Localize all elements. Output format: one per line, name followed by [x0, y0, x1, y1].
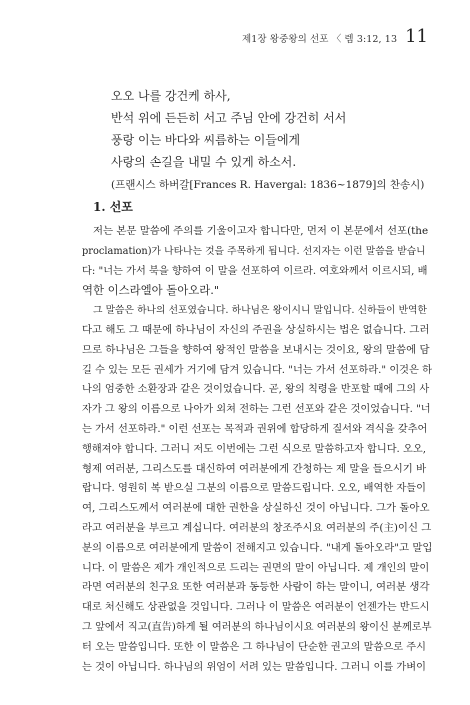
- body-line: 길 수 있는 모든 권세가 거기에 담겨 있습니다. "너는 가서 선포하라." 이것은 하: [82, 364, 432, 376]
- body-line: 그 앞에서 직고(直告)하게 될 여러분의 하나님이시요 여러분의 왕이신 분께로부: [82, 621, 432, 633]
- body-line: 터 오는 말씀입니다. 또한 이 말씀은 그 하나님이 단순한 권고의 말씀으로 주시: [82, 641, 426, 653]
- page-header: [242, 26, 428, 47]
- poem-line: 오오 나를 강건케 하사,: [111, 89, 231, 103]
- body-line: 여, 그리스도께서 여러분에 대한 권한을 상실하신 것이 아닙니다. 그가 돌아오: [82, 502, 430, 515]
- body-line: 므로 하나님은 그들을 향하여 왕적인 말씀을 보내시는 것이요, 왕의 말씀에 담: [82, 343, 430, 356]
- body-line: 라고 여러분을 부르고 계십니다. 여러분의 창조주시요 여러분의 주(主)이신 그: [82, 521, 432, 534]
- body-line: 다고 해도 그 때문에 하나님이 자신의 주권을 상실하시는 법은 없습니다. 그러: [82, 323, 430, 336]
- body-line: 니다. 이 말씀은 제가 개인적으로 드리는 권면의 말이 아닙니다. 제 개인의 말이: [82, 562, 430, 574]
- poem-line: 반석 위에 든든히 서고 주님 안에 강건히 서서: [111, 111, 347, 125]
- body-line: 역한 이스라엘아 돌아오라.": [82, 283, 220, 298]
- page-number: 11: [405, 26, 428, 47]
- body-line: 형제 여러분, 그리스도를 대신하여 여러분에게 간청하는 제 말을 들으시기 바: [82, 462, 427, 475]
- body-line: 행해져야 합니다. 그러니 저도 이번에는 그런 식으로 말씀하고자 합니다. 오오,: [82, 443, 426, 455]
- body-line: 는 것이 아닙니다. 하나님의 위엄이 서려 있는 말씀입니다. 그러니 이를 가벼이: [82, 661, 426, 673]
- poem-block: [111, 85, 441, 196]
- body-line: 대로 처신해도 상관없을 것입니다. 그러나 이 말씀은 여러분이 언젠가는 반드시: [82, 602, 430, 614]
- body-line: 라면 여러분의 친구요 또한 여러분과 동등한 사람이 하는 말이니, 여러분 생각: [82, 581, 430, 594]
- body-line: 는 가서 선포하라." 이런 선포는 목적과 권위에 합당하게 질서와 격식을 갖추어: [82, 423, 428, 435]
- body-line: 저는 본문 말씀에 주의를 기울이고자 합니다만, 먼저 이 본문에서 선포(the: [93, 225, 429, 237]
- poem-line: 풍랑 이는 바다와 씨름하는 이들에게: [111, 133, 301, 147]
- body-line: 다: "너는 가서 북을 향하여 이 말을 선포하여 이르라. 여호와께서 이르시되, 배: [82, 265, 428, 277]
- body-line: 분의 이름으로 여러분에게 말씀이 전해지고 있습니다. "내게 돌아오라"고 말입: [82, 541, 433, 554]
- running-head: 제1장 왕중왕의 선포 〈 렘 3:12, 13: [241, 34, 398, 45]
- body-line: proclamation)가 나타나는 것을 주목하게 됩니다. 선지자는 이런 말씀을 받습니: [82, 245, 426, 257]
- section-heading: 1. 선포: [93, 200, 133, 214]
- body-line: 랍니다. 영원히 복 받으실 그분의 이름으로 말씀드립니다. 오오, 배역한 자들이: [82, 483, 426, 495]
- body-line: 나의 엄중한 소환장과 같은 것이었습니다. 곧, 왕의 칙령을 반포할 때에 그의 사: [82, 384, 430, 396]
- body-text: [82, 222, 432, 677]
- body-line: 그 말씀은 하나의 선포였습니다. 하나님은 왕이시니 말입니다. 신하들이 반역한: [93, 305, 427, 317]
- body-line: 자가 그 왕의 이름으로 나아가 외쳐 전하는 그런 선포와 같은 것이었습니다. "너: [82, 404, 431, 416]
- poem-line: 사랑의 손길을 내밀 수 있게 하소서.: [111, 155, 297, 169]
- poem-citation: (프랜시스 하버갈[Frances R. Havergal: 1836~1879]의 찬송시): [111, 179, 425, 191]
